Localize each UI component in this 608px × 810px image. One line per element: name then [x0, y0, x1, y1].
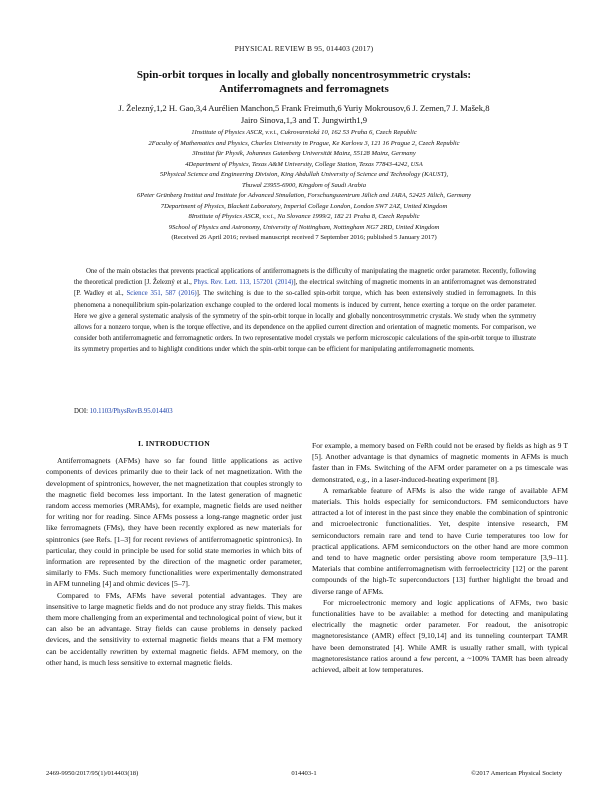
- doi-line: [74, 408, 173, 415]
- affiliation-8: 8Institute of Physics ASCR, v.v.i., Na Slovance 1999/2, 182 21 Praha 8, Czech Republic: [188, 213, 420, 220]
- right-column: [312, 440, 568, 675]
- section-heading: I. INTRODUCTION: [137, 439, 210, 448]
- reference-link-prl[interactable]: Phys. Rev. Lett. 113, 157201 (2014): [193, 279, 294, 287]
- title-line-2: Antiferromagnets and ferromagnets: [219, 83, 389, 95]
- paragraph-2: Compared to FMs, AFMs have several potential advantages. They are insensitive to large magnetic fields and do not produce any stray fields. This makes them more challenging from an experimental and technological point of view, but it can also be an advantage. Stray fields can cause problems in densely packed devices, and the sensitivity to external magnetic fields means that a FM memory can be accidentally rewritten by external magnetic fields. AFM memory, on the other hand, is much less sensitive to external magnetic fields.: [46, 590, 302, 667]
- reference-link-science[interactable]: Science 351, 587 (2016): [126, 290, 197, 298]
- doi-link[interactable]: 10.1103/PhysRevB.95.014403: [89, 408, 173, 415]
- abstract-part-1: One of the main obstacles that prevents practical applications of antiferromagnets is the difficulty of manipulating the magnetic order parameter. Recently, following the theoretical prediction [J. Železný et al.,: [74, 268, 536, 287]
- left-column: [46, 438, 302, 668]
- paragraph-1: Antiferromagnets (AFMs) have so far found little applications as active components of devices primarily due to their lack of net magnetization. With the development of spintronics, however, the net magnetization that couples strongly to the magnetic field becomes less important. In the latest generation of magnetic random access memories (MRAMs), for example, magnetic fields are used neither for writing nor for reading. Since AFMs possess a long-range magnetic order just like ferromagnets (FMs), they have been recently explored as new materials for spintronics (see Refs. [1–3] for recent reviews of antiferromagnetic spintronics). In particular, they could in principle be used for solid state memories in which bits of information are represented by the direction of the magnetic order parameter, similarly to FMs. Such memory functionalities were experimentally demonstrated in AFM tunneling [4] and ohmic devices [5–7].: [46, 456, 302, 589]
- affiliation-4: 4Department of Physics, Texas A&M University, College Station, Texas 77843-4242, USA: [185, 160, 423, 168]
- abstract: [74, 266, 536, 356]
- paragraph-3: For example, a memory based on FeRh could not be erased by fields as high as 9 T [5]. Another advantage is that dynamics of magnetic moments in AFMs is much faster than in FMs. Switching of the AFM order parameter on a ps timescale was demonstrated, e.g., in a laser-induced-heating experiment [8].: [312, 441, 568, 484]
- affiliations: [30, 128, 578, 244]
- paper-title: [40, 68, 568, 96]
- paragraph-5: For microelectronic memory and logic applications of AFMs, two basic functionalities have to be available: a method for detecting and manipulating electrically the magnetic order parameter. For readout, the anisotropic magnetoresistance (AMR) effect [9,10,14] and its tunneling counterpart TAMR have been demonstrated [4]. While AMR is usually rather small, with typical magnetoresistance ratios around a few percent, a ~100% TAMR has been already achieved, albeit at low temperatures.: [312, 597, 568, 675]
- abstract-part-3: ]. The switching is due to the so-called spin-orbit torque, which has been extensively studied in ferromagnets. In this phenomena a nonequilibrium spin-polarization exchange coupled to the ordered local moments is induced by current, hence exerting a torque on the order parameter. Here we give a general systematic analysis of the symmetry of the spin-orbit torque in locally and globally noncentrosymmetric crystals. We study when the symmetry allows for a nonzero torque, when is the torque effective, and its dependence on the applied current direction and orientation of magnetic moments. For comparison, we consider both antiferromagnetic and ferromagnetic orders. In two representative model crystals we perform microscopic calculations of the spin-orbit torque to illustrate its symmetry properties and to highlight conditions under which the spin-orbit torque can be efficient for manipulating antiferromagnetic moments.: [74, 290, 536, 354]
- received-dates: (Received 26 April 2016; revised manuscript received 7 September 2016; published 5 January 2017): [171, 234, 437, 241]
- doi-label: DOI:: [74, 408, 90, 415]
- author-list: [60, 102, 548, 126]
- running-head: PHYSICAL REVIEW B 95, 014403 (2017): [234, 44, 374, 53]
- footer-page-number: 014403-1: [291, 770, 317, 777]
- affiliation-2: 2Faculty of Mathematics and Physics, Charles University in Prague, Ke Karlovu 3, 121 16 Prague 2, Czech Republic: [148, 139, 460, 147]
- affiliation-7: 7Department of Physics, Blackett Laboratory, Imperial College London, London SW7 2AZ, United Kingdom: [160, 202, 448, 210]
- abstract-text: [74, 266, 536, 356]
- affiliation-3: 3Institut für Physik, Johannes Gutenberg Universität Mainz, 55128 Mainz, Germany: [192, 150, 416, 157]
- affiliation-9: 9School of Physics and Astronomy, University of Nottingham, Nottingham NG7 2RD, United Kingdom: [168, 223, 440, 231]
- footer-copyright: ©2017 American Physical Society: [471, 770, 562, 777]
- affiliation-6: 6Peter Grünberg Institut and Institute for Advanced Simulation, Forschungszentrum Jülich and JARA, 52425 Jülich, Germany: [136, 192, 472, 199]
- abstract-part-2: ], the electrical switching of magnetic moments in an antiferromagnet was demonstrated [P. Wadley et al.,: [74, 279, 537, 298]
- affiliation-1: 1Institute of Physics ASCR, v.v.i., Cukrovarnická 10, 162 53 Praha 6, Czech Republic: [191, 129, 417, 136]
- title-line-1: Spin-orbit torques in locally and globally noncentrosymmetric crystals:: [136, 69, 472, 81]
- affiliation-5: 5Physical Science and Engineering Division, King Abdullah University of Science and Technology (KAUST),: [159, 171, 449, 178]
- authors-line-1: J. Železný,1,2 H. Gao,3,4 Aurélien Manchon,5 Frank Freimuth,6 Yuriy Mokrousov,6 J. Zemen,7 J. Mašek,8: [118, 103, 490, 113]
- footer-issn: 2469-9950/2017/95(1)/014403(18): [46, 770, 139, 777]
- affiliation-5-cont: Thuwal 23955-6900, Kingdom of Saudi Arabia: [241, 181, 367, 189]
- authors-line-2: Jairo Sinova,1,3 and T. Jungwirth1,9: [240, 115, 368, 125]
- paragraph-4: A remarkable feature of AFMs is also the wide range of available AFM materials. This holds especially for semiconductors. FM semiconductors have attracted a lot of interest in the past since they enable the combination of spintronic and microelectronic functionalities. Yet, despite intensive research, FM semiconductors remain rare and tend to have Curie temperatures too low for practical applications. AFM semiconductors on the other hand are more common and tend to have magnetic order persisting above room temperature [3,9–11]. Materials that combine antiferromagnetism with ferroelectricity [12] or the parent compounds of the high-Tc superconductors [13] further highlight the broad and diverse range of AFMs.: [312, 485, 568, 596]
